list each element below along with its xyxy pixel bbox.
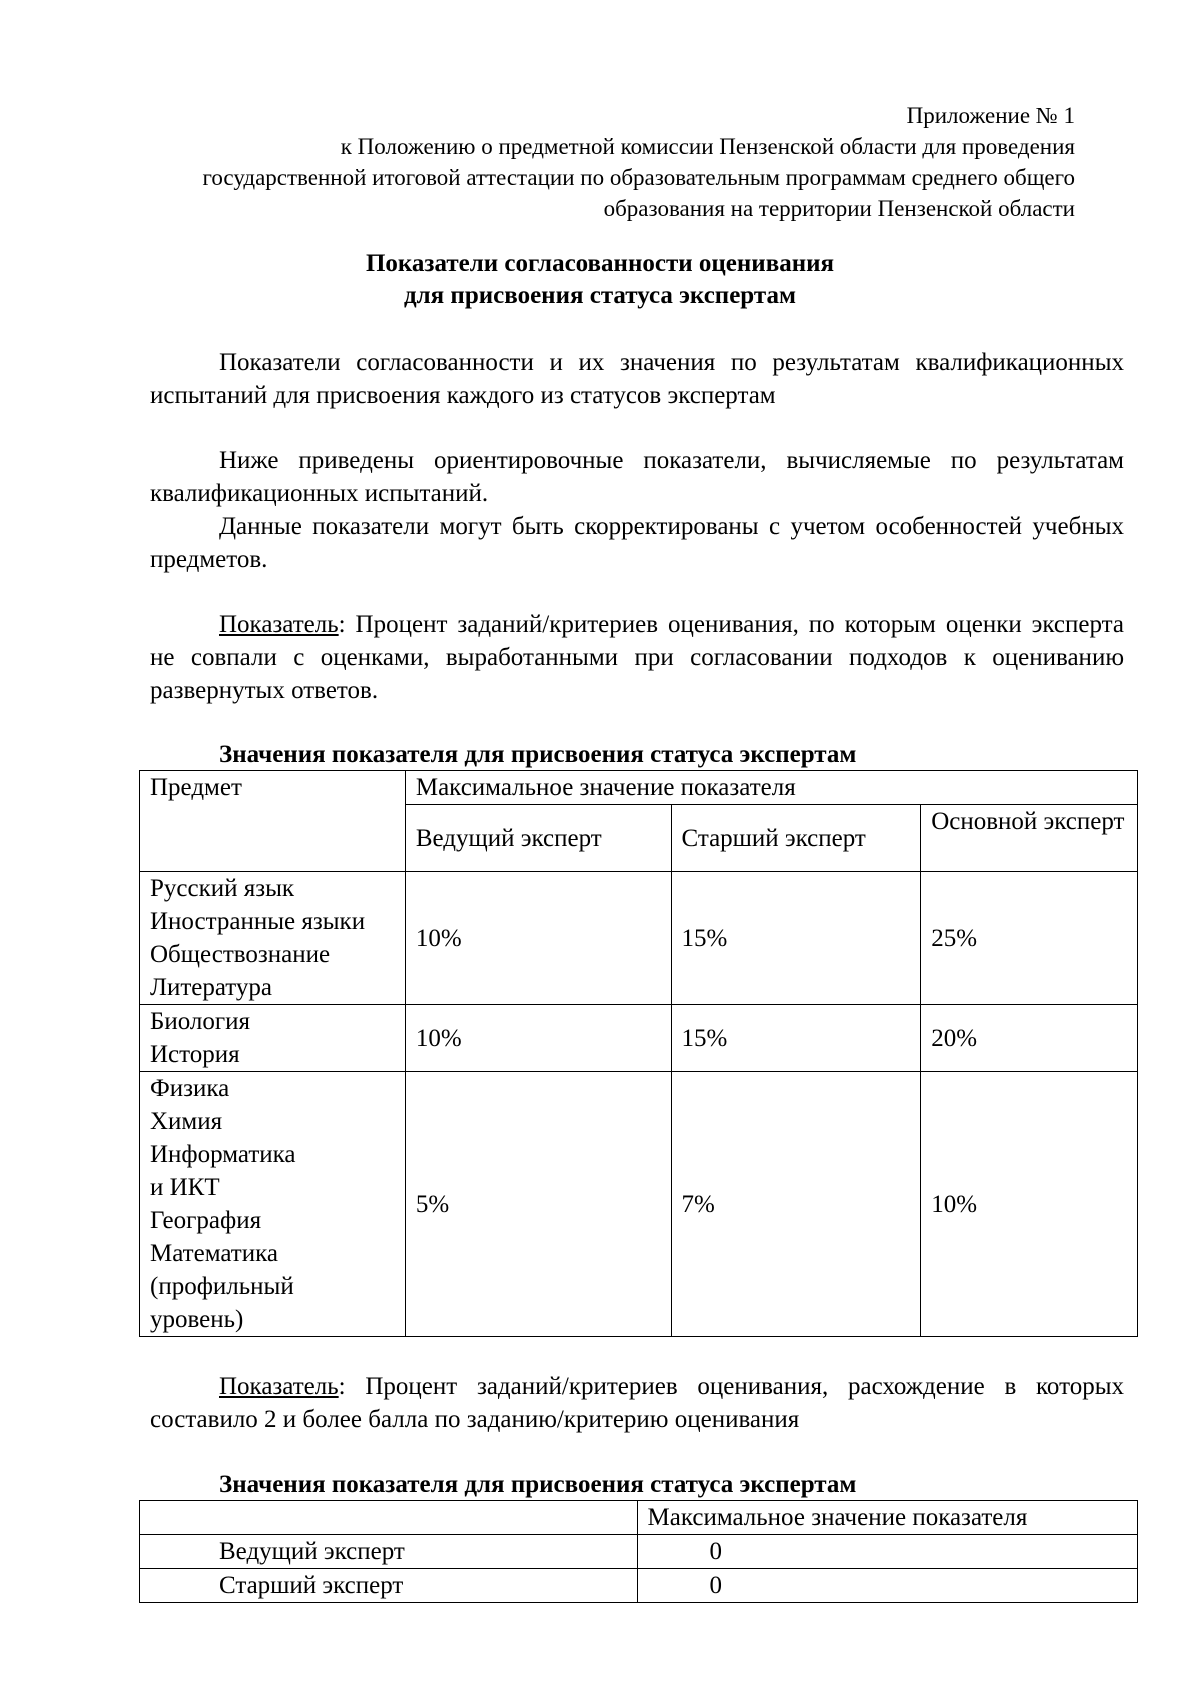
paragraph-4-text: : Процент заданий/критериев оценивания, по которым оценки эксперта не совпали с оценками, выработанными при согласовании подходов к оцениванию развернутых ответов. xyxy=(150,611,1124,704)
paragraph-3 xyxy=(150,510,1124,576)
paragraph-4 xyxy=(150,608,1124,707)
table-2-header-row xyxy=(140,1501,1138,1535)
paragraph-2 xyxy=(150,444,1124,510)
header-lead-expert: Ведущий эксперт xyxy=(405,805,671,872)
table-1 xyxy=(139,770,1138,1337)
expert-status-cell: Ведущий эксперт xyxy=(140,1535,638,1569)
document-title xyxy=(150,248,1050,312)
table-row xyxy=(140,872,1138,1005)
value-cell: 10% xyxy=(405,872,671,1005)
expert-status-cell: Старший эксперт xyxy=(140,1569,638,1603)
value-cell: 7% xyxy=(671,1072,921,1337)
value-cell: 0 xyxy=(637,1535,1138,1569)
value-cell: 5% xyxy=(405,1072,671,1337)
paragraph-1-text: Показатели согласованности и их значения по результатам квалификационных испытаний для присвоения каждого из статусов экспертам xyxy=(150,349,1124,409)
appendix-ref-line-3: образования на территории Пензенской области xyxy=(603,196,1075,221)
indicator-label: Показатель xyxy=(219,611,339,638)
value-cell: 20% xyxy=(921,1005,1138,1072)
value-cell: 15% xyxy=(671,1005,921,1072)
table-row xyxy=(140,1535,1138,1569)
subject-cell: Физика Химия Информатика и ИКТ География Математика (профильный уровень) xyxy=(140,1072,406,1337)
subject-cell: Биология История xyxy=(140,1005,406,1072)
value-cell: 0 xyxy=(637,1569,1138,1603)
table-row xyxy=(140,1569,1138,1603)
value-cell: 15% xyxy=(671,872,921,1005)
paragraph-3-text: Данные показатели могут быть скорректированы с учетом особенностей учебных предметов. xyxy=(150,513,1124,573)
value-cell: 10% xyxy=(405,1005,671,1072)
title-line-2: для присвоения статуса экспертам xyxy=(403,282,796,309)
header-subject: Предмет xyxy=(140,771,406,872)
paragraph-5 xyxy=(150,1370,1124,1436)
appendix-number: Приложение № 1 xyxy=(906,103,1075,128)
indicator-label: Показатель xyxy=(219,1373,339,1400)
value-cell: 25% xyxy=(921,872,1138,1005)
appendix-ref-line-2: государственной итоговой аттестации по образовательным программам среднего общего xyxy=(202,165,1075,190)
paragraph-5-text: : Процент заданий/критериев оценивания, расхождение в которых составило 2 и более балла по заданию/критерию оценивания xyxy=(150,1373,1124,1433)
header-main-expert: Основной эксперт xyxy=(921,805,1138,872)
table-row xyxy=(140,1072,1138,1337)
table-row xyxy=(140,1005,1138,1072)
paragraph-2-text: Ниже приведены ориентировочные показатели, вычисляемые по результатам квалификационных испытаний. xyxy=(150,447,1124,507)
table-2-caption: Значения показателя для присвоения статуса экспертам xyxy=(219,1471,857,1498)
table-1-header-row-1 xyxy=(140,771,1138,805)
table-1-caption: Значения показателя для присвоения статуса экспертам xyxy=(219,741,857,768)
header-max-value: Максимальное значение показателя xyxy=(405,771,1137,805)
table-2 xyxy=(139,1500,1138,1603)
paragraph-1 xyxy=(150,346,1124,412)
subject-cell: Русский язык Иностранные языки Обществознание Литература xyxy=(140,872,406,1005)
title-line-1: Показатели согласованности оценивания xyxy=(365,250,835,277)
appendix-ref-line-1: к Положению о предметной комиссии Пензенской области для проведения xyxy=(340,134,1075,159)
value-cell: 10% xyxy=(921,1072,1138,1337)
header-senior-expert: Старший эксперт xyxy=(671,805,921,872)
header-empty-cell xyxy=(140,1501,638,1535)
header-max-value: Максимальное значение показателя xyxy=(637,1501,1138,1535)
appendix-header xyxy=(75,100,1075,224)
